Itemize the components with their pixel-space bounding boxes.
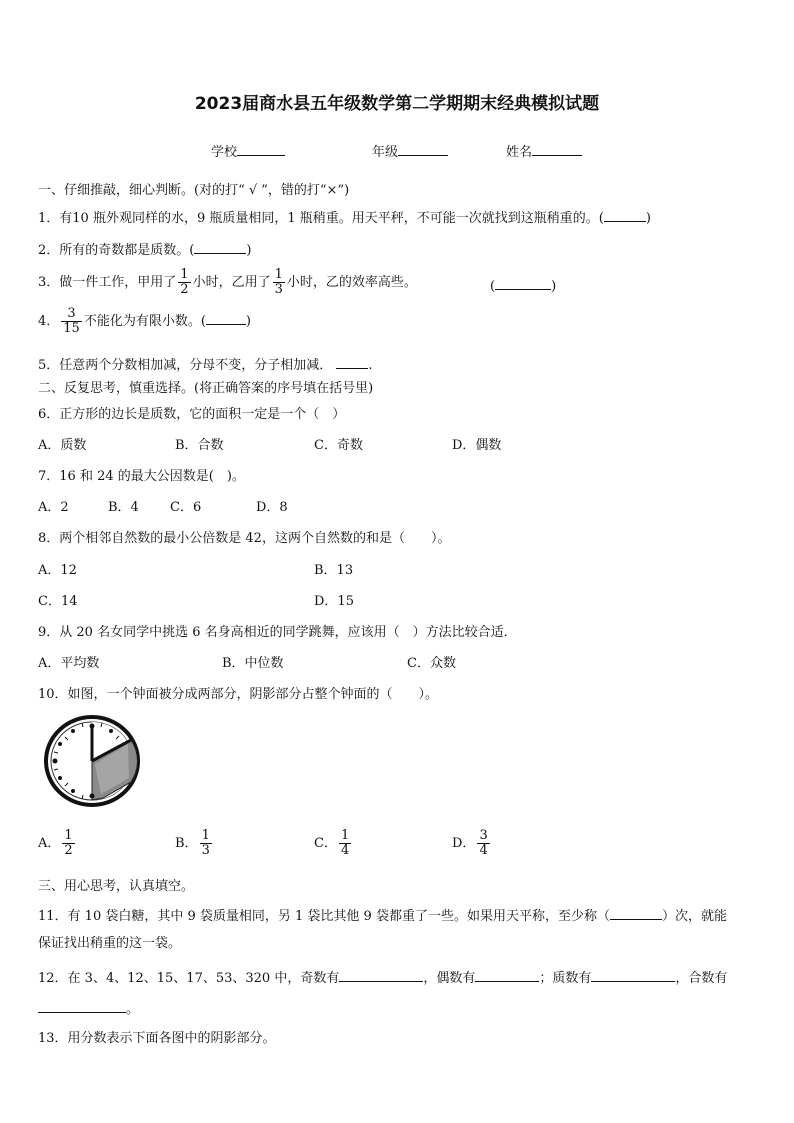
question-4 bbox=[38, 307, 251, 337]
q10-c-denominator: 4 bbox=[340, 843, 350, 858]
q12-text-b: ，偶数有 bbox=[423, 971, 476, 986]
q3-text-c: 小时，乙的效率高些。 bbox=[286, 275, 417, 290]
q3-fraction-2 bbox=[273, 268, 285, 297]
q12-odd-blank[interactable] bbox=[339, 968, 423, 982]
q10-d-letter: D． bbox=[452, 836, 476, 851]
question-2 bbox=[38, 240, 251, 259]
q12-composite-blank[interactable] bbox=[38, 999, 126, 1013]
q10-option-a[interactable] bbox=[38, 826, 77, 862]
q12-continuation bbox=[38, 999, 139, 1018]
q11-continuation: 保证找出稍重的这一袋。 bbox=[38, 936, 182, 951]
q11-text-a: 11．有 10 袋白糖，其中 9 袋质量相同，另 1 袋比其他 9 袋都重了一些。如果用天平称，至少称（ bbox=[38, 909, 610, 924]
clock-face-figure bbox=[43, 714, 141, 808]
q10-a-letter: A． bbox=[38, 836, 61, 851]
q10-b-letter: B． bbox=[175, 836, 198, 851]
q9-option-c[interactable]: C．众数 bbox=[407, 656, 456, 671]
q11-answer-blank[interactable] bbox=[610, 906, 662, 920]
q10-c-numerator: 1 bbox=[340, 828, 350, 843]
q6-option-a[interactable]: A．质数 bbox=[38, 438, 87, 453]
q10-option-b[interactable] bbox=[175, 826, 214, 862]
q3-answer-blank[interactable] bbox=[495, 276, 551, 290]
q7-option-d[interactable]: D．8 bbox=[256, 500, 288, 515]
q10-b-denominator: 3 bbox=[201, 843, 210, 858]
q10-option-c[interactable] bbox=[314, 826, 353, 862]
q4-text: 不能化为有限小数。( bbox=[83, 314, 206, 329]
q3-answer bbox=[490, 276, 556, 295]
q10-option-d[interactable] bbox=[452, 826, 492, 862]
question-6: 6．正方形的边长是质数，它的面积一定是一个（ ） bbox=[38, 407, 346, 422]
q10-d-numerator: 3 bbox=[479, 828, 488, 843]
q3-f2-denominator: 3 bbox=[274, 282, 283, 297]
name-label: 姓名 bbox=[506, 145, 533, 160]
q4-prefix: 4． bbox=[38, 314, 60, 329]
q12-text-c: ；质数有 bbox=[539, 971, 592, 986]
question-10: 10．如图，一个钟面被分成两部分，阴影部分占整个钟面的（ ）。 bbox=[38, 687, 439, 702]
question-1 bbox=[38, 208, 651, 227]
grade-blank[interactable] bbox=[398, 142, 448, 156]
q7-option-b[interactable]: B．4 bbox=[108, 500, 139, 515]
q2-answer-blank[interactable] bbox=[194, 240, 246, 254]
question-8: 8．两个相邻自然数的最小公倍数是 42，这两个自然数的和是（ ）。 bbox=[38, 531, 451, 546]
q5-text: 5．任意两个分数相加减，分母不变，分子相加减． bbox=[38, 358, 333, 373]
section1-heading: 一、仔细推敲，细心判断。(对的打“ √ ”，错的打“×”) bbox=[38, 183, 350, 198]
school-label: 学校 bbox=[211, 145, 238, 160]
question-7: 7．16 和 24 的最大公因数是( )。 bbox=[38, 469, 245, 484]
name-field bbox=[506, 142, 582, 161]
q2-end: ) bbox=[246, 243, 252, 258]
q10-c-letter: C． bbox=[314, 836, 337, 851]
q10-d-denominator: 4 bbox=[479, 843, 488, 858]
q3-f1-denominator: 2 bbox=[180, 282, 189, 297]
q3-open: ( bbox=[490, 279, 496, 294]
q7-option-a[interactable]: A．2 bbox=[38, 500, 69, 515]
q5-answer-blank[interactable] bbox=[336, 355, 368, 369]
q11-text-b: ）次，就能 bbox=[661, 909, 727, 924]
q6-option-b[interactable]: B．合数 bbox=[175, 438, 224, 453]
q2-text: 2．所有的奇数都是质数。( bbox=[38, 243, 195, 258]
q8-option-b[interactable]: B．13 bbox=[314, 563, 354, 578]
q3-text-b: 小时，乙用了 bbox=[192, 275, 271, 290]
grade-label: 年级 bbox=[372, 145, 399, 160]
q4-answer-blank[interactable] bbox=[206, 311, 246, 325]
section2-heading: 二、反复思考，慎重选择。(将正确答案的序号填在括号里) bbox=[38, 381, 374, 396]
q4-denominator: 15 bbox=[63, 321, 80, 336]
q12-text-d: ，合数有 bbox=[675, 971, 728, 986]
school-blank[interactable] bbox=[237, 142, 285, 156]
q12-text-a: 12．在 3、4、12、15、17、53、320 中，奇数有 bbox=[38, 971, 340, 986]
q4-numerator: 3 bbox=[61, 307, 82, 322]
q4-fraction bbox=[61, 307, 82, 336]
section3-heading: 三、用心思考，认真填空。 bbox=[38, 879, 195, 894]
q1-end: ) bbox=[645, 211, 651, 226]
q8-option-a[interactable]: A．12 bbox=[38, 563, 77, 578]
q5-end: . bbox=[368, 358, 373, 373]
q6-option-c[interactable]: C．奇数 bbox=[314, 438, 363, 453]
q10-b-fraction bbox=[200, 829, 212, 858]
question-9: 9．从 20 名女同学中挑选 6 名身高相近的同学跳舞，应该用（ ）方法比较合适． bbox=[38, 625, 517, 640]
q3-end: ) bbox=[551, 279, 557, 294]
question-5 bbox=[38, 355, 373, 374]
grade-field bbox=[372, 142, 448, 161]
q7-option-c[interactable]: C．6 bbox=[170, 500, 202, 515]
q10-a-fraction bbox=[62, 829, 74, 858]
q9-option-a[interactable]: A．平均数 bbox=[38, 656, 100, 671]
q12-even-blank[interactable] bbox=[475, 968, 539, 982]
question-13: 13．用分数表示下面各图中的阴影部分。 bbox=[38, 1031, 276, 1046]
q8-option-c[interactable]: C．14 bbox=[38, 594, 78, 609]
q4-end: ) bbox=[245, 314, 251, 329]
q3-f1-numerator: 1 bbox=[180, 267, 189, 282]
school-field bbox=[211, 142, 285, 161]
q12-prime-blank[interactable] bbox=[591, 968, 675, 982]
q10-a-denominator: 2 bbox=[64, 843, 73, 858]
question-3 bbox=[38, 268, 417, 298]
q12-text-e: 。 bbox=[126, 1002, 140, 1017]
q10-a-numerator: 1 bbox=[64, 828, 73, 843]
question-11 bbox=[38, 906, 727, 925]
question-12 bbox=[38, 968, 727, 987]
q8-option-d[interactable]: D．15 bbox=[314, 594, 354, 609]
q3-f2-numerator: 1 bbox=[274, 267, 283, 282]
page-title: 2023届商水县五年级数学第二学期期末经典模拟试题 bbox=[194, 94, 600, 114]
q10-b-numerator: 1 bbox=[201, 828, 210, 843]
q3-text-a: 3．做一件工作，甲用了 bbox=[38, 275, 177, 290]
q10-c-fraction bbox=[339, 829, 351, 858]
q1-answer-blank[interactable] bbox=[604, 208, 646, 222]
q9-option-b[interactable]: B．中位数 bbox=[222, 656, 284, 671]
q10-d-fraction bbox=[477, 829, 489, 858]
name-blank[interactable] bbox=[532, 142, 582, 156]
q3-fraction-1 bbox=[178, 268, 190, 297]
q1-text: 1．有10 瓶外观同样的水，9 瓶质量相同，1 瓶稍重。用天平秤，不可能一次就找到这瓶稍重的。( bbox=[38, 211, 604, 226]
q6-option-d[interactable]: D．偶数 bbox=[452, 438, 502, 453]
